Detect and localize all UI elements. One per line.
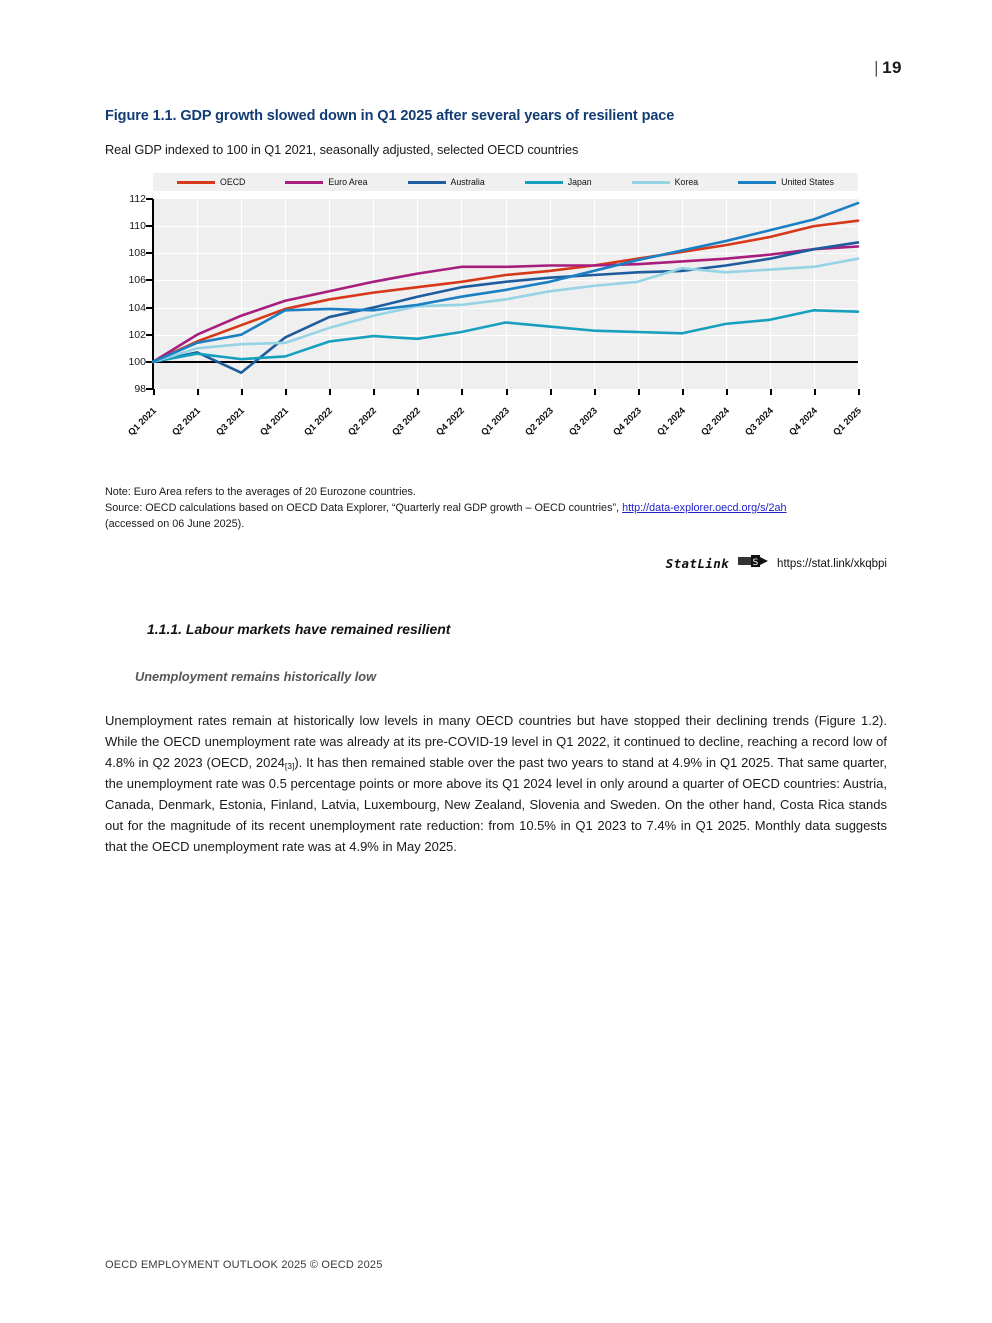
legend-label: Euro Area (328, 177, 368, 187)
y-axis-label: 104 (128, 301, 146, 314)
gdp-index-chart (108, 173, 864, 463)
y-axis-label: 102 (128, 328, 146, 341)
y-axis-label: 106 (128, 274, 146, 287)
legend-label: Korea (674, 177, 699, 187)
x-axis-label: Q3 2023 (566, 405, 599, 438)
page-footer: OECD EMPLOYMENT OUTLOOK 2025 © OECD 2025 (105, 1259, 383, 1271)
y-axis-tick (146, 225, 153, 227)
x-axis-label: Q1 2022 (302, 405, 335, 438)
x-axis-label: Q4 2024 (787, 405, 820, 438)
x-axis-label: Q2 2023 (522, 405, 555, 438)
subsection-heading-unemployment: Unemployment remains historically low (135, 668, 377, 684)
x-axis-tick (858, 389, 860, 395)
series-line-australia (153, 242, 858, 372)
x-axis-label: Q3 2021 (214, 405, 247, 438)
legend-label: United States (781, 177, 834, 187)
x-axis-tick (329, 389, 331, 395)
page-number-rule: | (874, 58, 880, 77)
x-axis-tick (417, 389, 419, 395)
legend-swatch-icon (285, 181, 323, 184)
y-axis-tick (146, 252, 153, 254)
x-axis-tick (814, 389, 816, 395)
x-axis-tick (770, 389, 772, 395)
x-axis-tick (461, 389, 463, 395)
source-prefix: Source: OECD calculations based on OECD Data Explorer, “Quarterly real GDP growth – OECD countries”, (105, 501, 623, 514)
y-axis-label: 100 (128, 355, 146, 368)
legend-item-japan[interactable] (525, 177, 592, 187)
legend-label: OECD (219, 177, 246, 187)
series-line-oecd (153, 221, 858, 362)
y-axis-tick (146, 198, 153, 200)
x-axis-tick (285, 389, 287, 395)
legend-label: Australia (450, 177, 485, 187)
legend-swatch-icon (177, 181, 215, 184)
figure-access-line: (accessed on 06 June 2025). (105, 517, 245, 530)
y-axis-label: 110 (129, 220, 146, 233)
source-link[interactable]: http://data-explorer.oecd.org/s/2ah (622, 501, 787, 514)
x-axis-label: Q4 2023 (610, 405, 643, 438)
y-axis-tick (146, 279, 153, 281)
page-number: 19 (882, 58, 902, 77)
x-axis-label: Q1 2025 (831, 405, 864, 438)
chart-legend (153, 173, 858, 191)
x-axis-tick (241, 389, 243, 395)
chart-series-lines (153, 199, 858, 389)
y-axis-tick (146, 388, 153, 390)
x-axis-label: Q2 2022 (346, 405, 379, 438)
legend-swatch-icon (525, 181, 563, 184)
page-number-header (874, 58, 902, 78)
x-axis-tick (726, 389, 728, 395)
x-axis-label: Q1 2023 (478, 405, 511, 438)
legend-item-euro-area[interactable] (285, 177, 367, 187)
x-axis-tick (373, 389, 375, 395)
x-axis-tick (506, 389, 508, 395)
paragraph-part-a: Unemployment rates remain at historically low levels in many OECD countries but have stopped their declining trends (Figure 1.2). While the OECD unemployment rate was already at its pre-COVID-19 level in Q1 2022, it continued to decline, reaching a record low of 4.8% in Q2 2023 (OECD, 2024 (105, 712, 887, 770)
x-axis-label: Q2 2024 (698, 405, 731, 438)
x-axis-tick (594, 389, 596, 395)
legend-swatch-icon (632, 181, 670, 184)
x-axis-tick (550, 389, 552, 395)
legend-item-korea[interactable] (632, 177, 698, 187)
figure-note-line: Note: Euro Area refers to the averages of 20 Eurozone countries. (105, 486, 416, 498)
x-axis-tick (153, 389, 155, 395)
x-axis-tick (638, 389, 640, 395)
y-axis-tick (146, 334, 153, 336)
x-axis-label: Q3 2024 (743, 405, 776, 438)
svg-text:S: S (752, 557, 759, 568)
statlink-label: StatLink (665, 556, 730, 572)
legend-item-australia[interactable] (408, 177, 485, 187)
page-content (105, 108, 887, 857)
x-axis-label: Q1 2021 (126, 405, 159, 438)
y-axis-label: 108 (128, 247, 146, 260)
legend-item-united-states[interactable] (738, 177, 834, 187)
legend-swatch-icon (408, 181, 446, 184)
citation-ref: [3] (284, 761, 295, 771)
paragraph-part-b: ). It has then remained stable over the past two years to stand at 4.9% in Q1 2025. That same quarter, the unemployment rate was 0.5 percentage points or more above its Q1 2024 level in only around a quarter of OECD countries: Austria, Canada, Denmark, Estonia, Finland, Latvia, Luxembourg, New Zealand, Slovenia and Sweden. On the other hand, Costa Rica stands out for the magnitude of its recent unemployment rate reduction: from 10.5% in Q1 2023 to 7.4% in Q1 2025. Monthly data suggests that the OECD unemployment rate was at 4.9% in May 2025. (105, 755, 887, 855)
x-axis-label: Q4 2021 (258, 405, 291, 438)
gridline-vertical (858, 199, 859, 389)
figure-subtitle: Real GDP indexed to 100 in Q1 2021, seasonally adjusted, selected OECD countries (105, 142, 579, 157)
x-axis-label: Q2 2021 (170, 405, 203, 438)
legend-swatch-icon (738, 181, 776, 184)
x-axis-tick (197, 389, 199, 395)
x-axis-label: Q3 2022 (390, 405, 423, 438)
figure-notes (105, 485, 887, 533)
x-axis-label: Q4 2022 (434, 405, 467, 438)
y-axis-tick (146, 307, 153, 309)
y-axis-label: 98 (134, 383, 146, 395)
x-axis-label: Q1 2024 (654, 405, 687, 438)
x-axis-tick (682, 389, 684, 395)
legend-item-oecd[interactable] (177, 177, 245, 187)
figure-title: Figure 1.1. GDP growth slowed down in Q1 2025 after several years of resilient pace (105, 108, 675, 124)
statlink-row (105, 555, 887, 573)
statlink-url[interactable]: https://stat.link/xkqbpi (777, 557, 887, 570)
section-heading-111: 1.1.1. Labour markets have remained resilient (147, 620, 451, 637)
body-paragraph (105, 710, 887, 857)
statlink-icon (738, 555, 768, 573)
figure-source-line (105, 501, 887, 517)
y-axis-label: 112 (129, 193, 146, 205)
legend-label: Japan (567, 177, 592, 187)
